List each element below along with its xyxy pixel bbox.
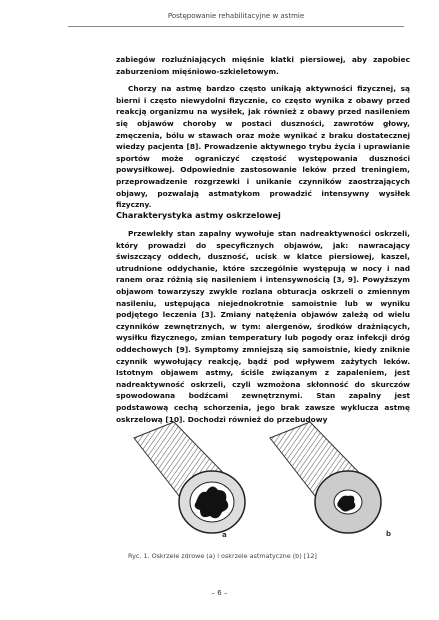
healthy-bronchus-drawing — [134, 422, 245, 533]
intro-text — [116, 54, 410, 217]
paragraph: Przewlekły stan zapalny wywołuje stan nadreaktywności oskrzeli, który prowadzi do specyficznych objawów, jak: nawracający świszczący oddech, duszność, ucisk w klatce piersiowej, kaszel, utrudnione oddychanie, które szczególnie występują w nocy i nad ranem oraz różnią się nasileniem i intensywnością [3, 9]. Powyższym objawom towarzyszy zwykle rozlana obturacja oskrzeli o zmiennym nasileniu, ustępująca niejednokrotnie samoistnie lub w wyniku podjętego leczenia [3]. Zmiany natężenia objawów zależą od wielu czynników zewnętrznych, w tym: alergenów, środków drażniących, wysiłku fizycznego, zmian temperatury lub pogody oraz infekcji dróg oddechowych [9]. Symptomy zmniejszą się samoistnie, kiedy zniknie czynnik wywołujący reakcję, bądź pod wpływem zażytych leków. Istotnym objawem astmy, ściśle związanym z zapaleniem, jest nadreaktywność oskrzeli, czyli wzmożona skłonność do skurczów spowodowana bodźcami zewnętrznymi. Stan zapalny jest podstawową cechą schorzenia, jego brak zawsze wyklucza astmę oskrzelową [10]. Dochodzi również do przebudowy — [116, 229, 410, 424]
asthmatic-bronchus-drawing — [270, 422, 381, 533]
paragraph: zabiegów rozluźniających mięśnie klatki piersiowej, aby zapobiec zaburzeniom mięśniowo-szkieletowym. — [116, 55, 410, 76]
figure-caption: Ryc. 1. Oskrzele zdrowe (a) i oskrzele astmatyczne (b) [12] — [128, 552, 317, 560]
section-heading: Charakterystyka astmy oskrzelowej — [116, 210, 281, 220]
figure-label-b: b — [386, 530, 392, 538]
figure-label-a: a — [222, 531, 227, 539]
bronchus-figure — [124, 420, 400, 548]
running-header: Postępowanie rehabilitacyjne w astmie — [167, 12, 305, 20]
header-divider — [68, 26, 404, 27]
page-number: – 6 – — [211, 589, 228, 597]
paragraph: Chorzy na astmę bardzo często unikają aktywności fizycznej, są bierni i często niewydolni fizycznie, co często wynika z obawy przed reakcją organizmu na wysiłek, jak również z obawy przed nasileniem się objawów choroby w postaci duszności, zawrotów głowy, zmęczenia, bólu w stawach oraz może wynikać z braku dostatecznej wiedzy pacjenta [8]. Prowadzenie aktywnego trybu życia i uprawianie sportów może ograniczyć częstość występowania duszności powysiłkowej. Odpowiednie zastosowanie leków przed treningiem, przeprowadzenie rozgrzewki i unikanie czynników zaostrzających objawy, pozwalają astmatykom prowadzić intensywny wysiłek fizyczny. — [116, 84, 410, 210]
section-text — [116, 228, 410, 431]
bronchus-illustration — [124, 420, 400, 548]
